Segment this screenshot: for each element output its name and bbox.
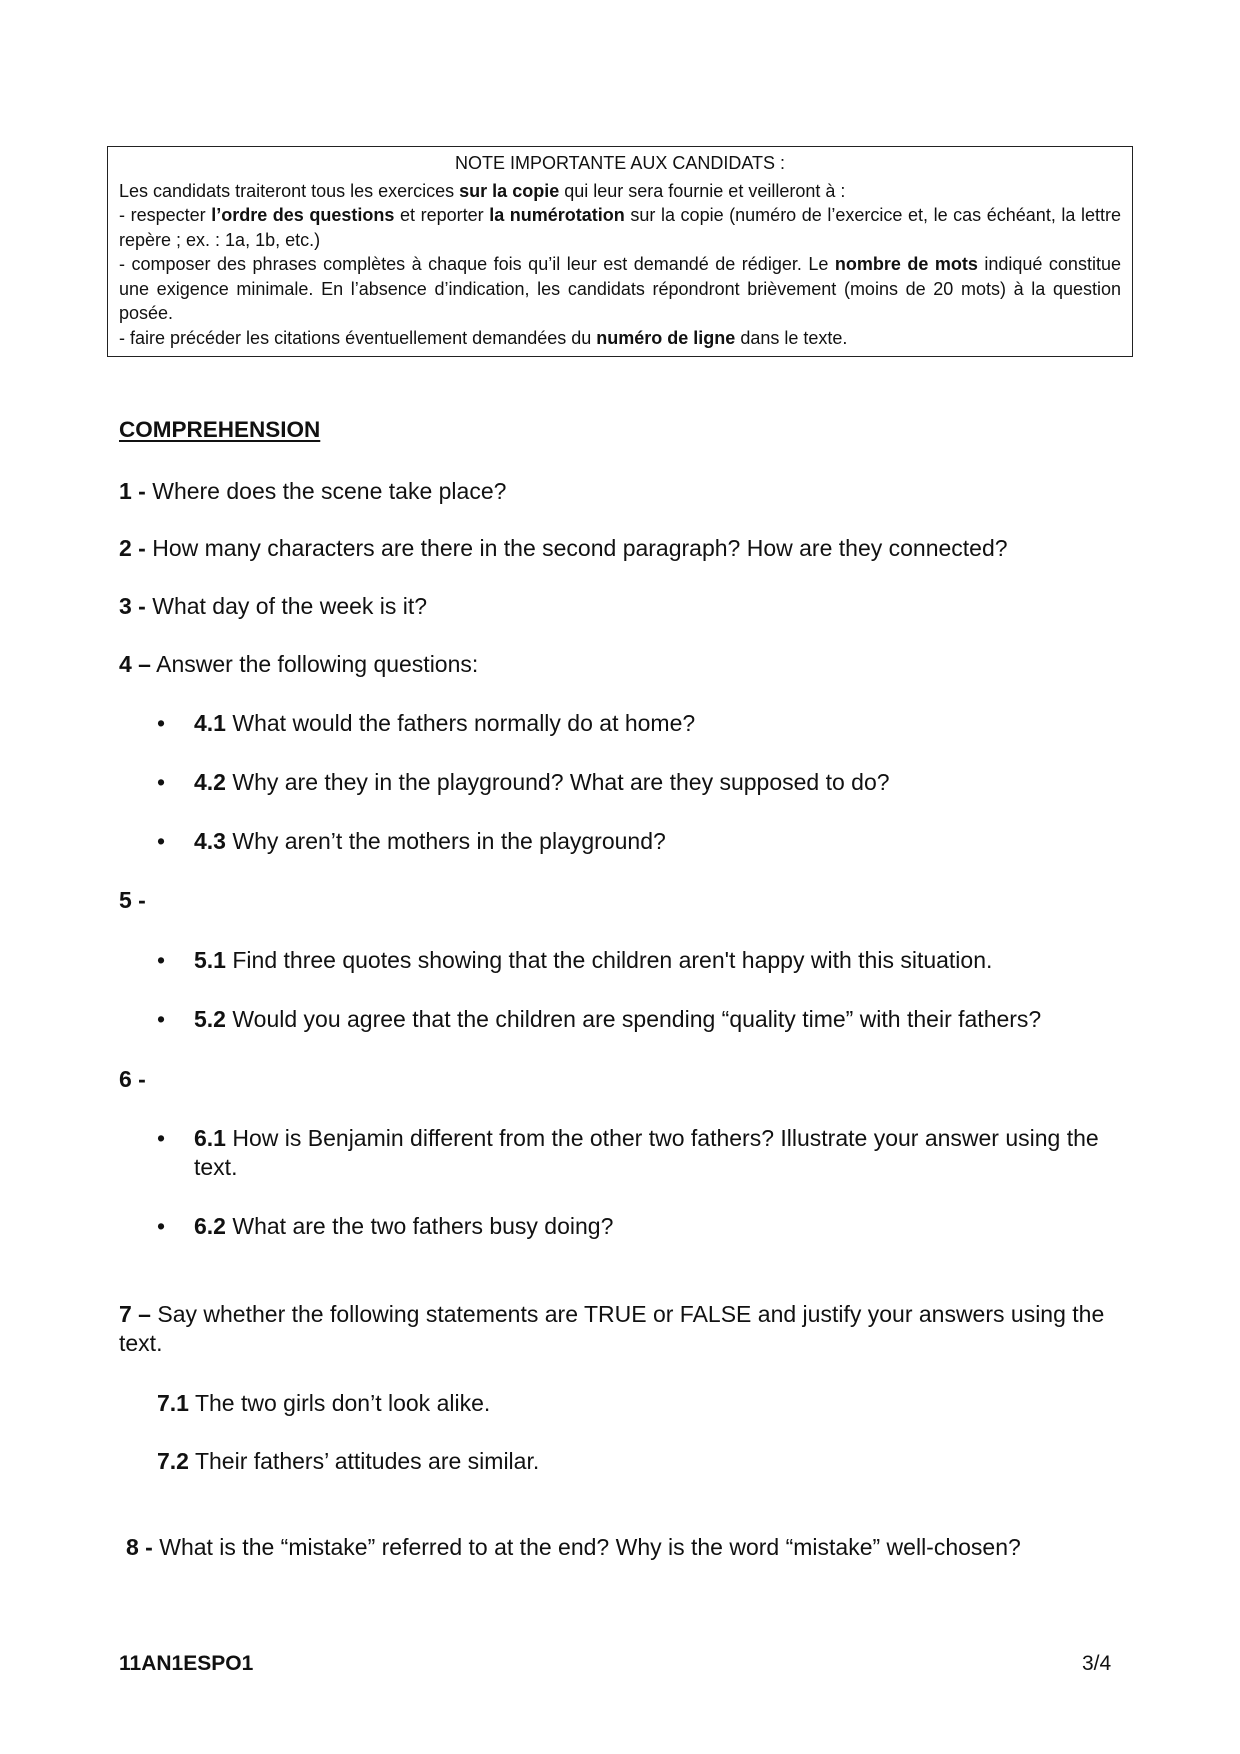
question-1: 1 - Where does the scene take place? xyxy=(119,478,507,504)
note-rule-sentences: - composer des phrases complètes à chaque fois qu’il leur est demandé de rédiger. Le nombre de mots indiqué constitue une exigence minimale. En l’absence d’indication, les candidats répondront brièvement (moins de 20 mots) à la question posée. xyxy=(119,254,1121,323)
section-title: COMPREHENSION xyxy=(119,417,321,442)
question-4-1: 4.1 What would the fathers normally do at home? xyxy=(194,710,696,736)
question-7: 7 – Say whether the following statements are TRUE or FALSE and justify your answers using the text. xyxy=(119,1301,1105,1356)
note-rule-quotes: - faire précéder les citations éventuellement demandées du numéro de ligne dans le texte. xyxy=(119,327,848,348)
bullet-icon: • xyxy=(157,1006,166,1032)
question-3: 3 - What day of the week is it? xyxy=(119,593,428,619)
question-6-1: 6.1 How is Benjamin different from the other two fathers? Illustrate your answer using the text. xyxy=(194,1125,1099,1180)
question-2: 2 - How many characters are there in the second paragraph? How are they connected? xyxy=(119,535,1008,561)
candidate-instructions-box xyxy=(107,146,1133,357)
bullet-icon: • xyxy=(157,947,166,973)
bullet-icon: • xyxy=(157,1125,166,1151)
bullet-icon: • xyxy=(157,1213,166,1239)
note-title: NOTE IMPORTANTE AUX CANDIDATS : xyxy=(454,153,786,173)
question-5: 5 - xyxy=(119,887,146,913)
question-4-3: 4.3 Why aren’t the mothers in the playground? xyxy=(194,828,666,854)
question-6: 6 - xyxy=(119,1066,146,1092)
bullet-icon: • xyxy=(157,710,166,736)
question-5-2: 5.2 Would you agree that the children are spending “quality time” with their fathers? xyxy=(194,1006,1042,1032)
question-7-1: 7.1 The two girls don’t look alike. xyxy=(157,1390,491,1416)
note-intro: Les candidats traiteront tous les exercices sur la copie qui leur sera fournie et veilleront à : xyxy=(119,180,846,201)
page-number: 3/4 xyxy=(1082,1652,1112,1675)
exam-code: 11AN1ESPO1 xyxy=(119,1652,254,1675)
bullet-icon: • xyxy=(157,769,166,795)
bullet-icon: • xyxy=(157,828,166,854)
question-8: 8 - What is the “mistake” referred to at the end? Why is the word “mistake” well-chosen? xyxy=(126,1534,1021,1560)
question-5-1: 5.1 Find three quotes showing that the children aren't happy with this situation. xyxy=(194,947,993,973)
question-4-2: 4.2 Why are they in the playground? What are they supposed to do? xyxy=(194,769,890,795)
note-rule-order: - respecter l’ordre des questions et reporter la numérotation sur la copie (numéro de l’exercice et, le cas échéant, la lettre repère ; ex. : 1a, 1b, etc.) xyxy=(119,205,1122,250)
question-4: 4 – Answer the following questions: xyxy=(119,651,479,677)
question-6-2: 6.2 What are the two fathers busy doing? xyxy=(194,1213,614,1239)
question-7-2: 7.2 Their fathers’ attitudes are similar. xyxy=(157,1448,540,1474)
